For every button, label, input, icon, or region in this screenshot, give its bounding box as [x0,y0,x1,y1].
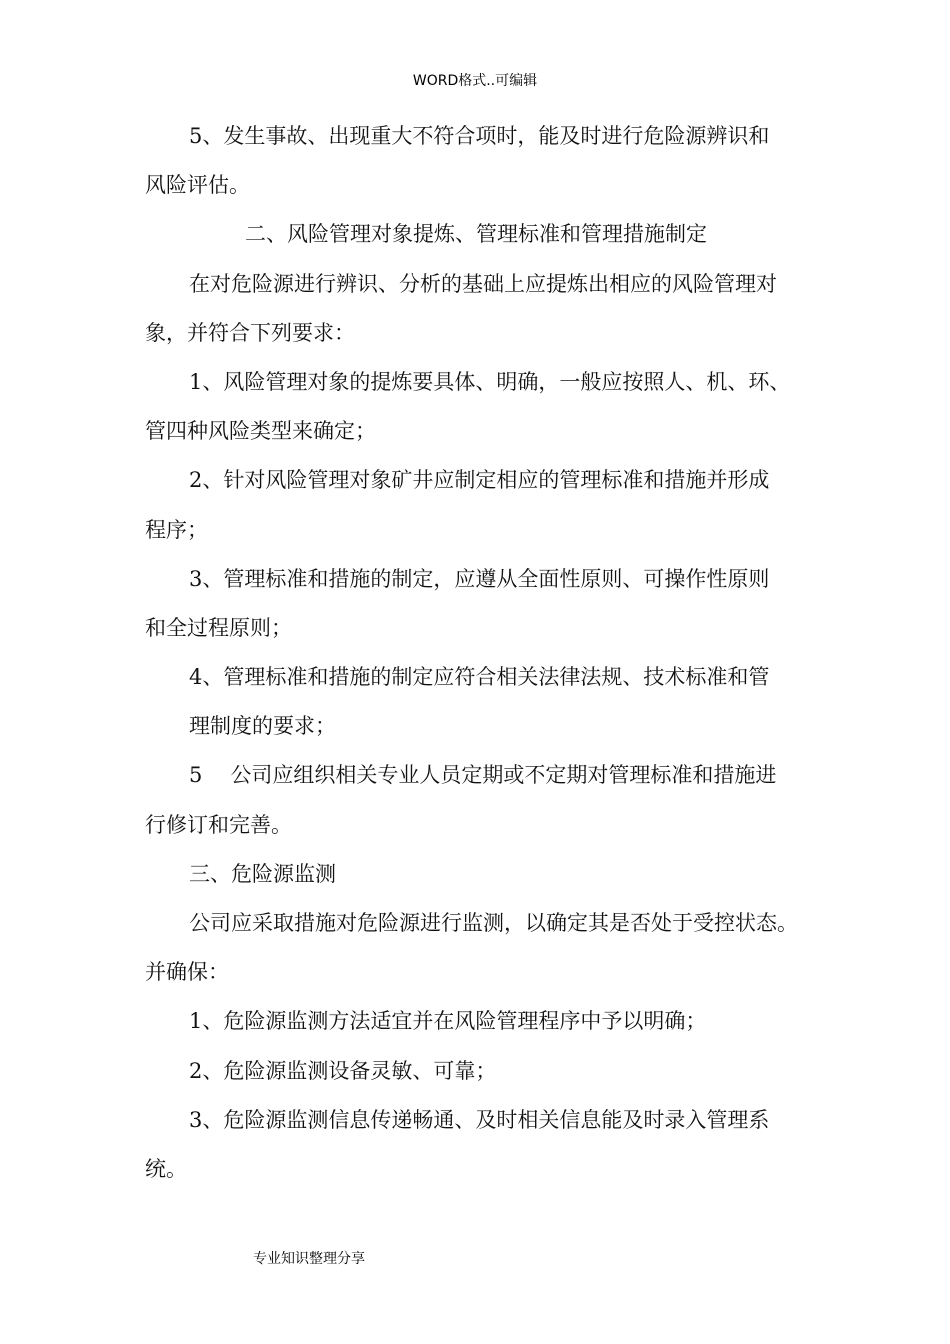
paragraph-line: 1、风险管理对象的提炼要具体、明确，一般应按照人、机、环、 [189,369,791,394]
page-footer: 专业知识整理分享 [253,1251,365,1267]
paragraph-line: 2、针对风险管理对象矿井应制定相应的管理标准和措施并形成 [189,468,770,493]
paragraph-line: 在对危险源进行辨识、分析的基础上应提炼出相应的风险管理对 [189,271,777,296]
section-heading: 三、危险源监测 [189,861,336,886]
item-text: 公司应组织相关专业人员定期或不定期对管理标准和措施进 [230,763,777,788]
paragraph-line: 1、危险源监测方法适宜并在风险管理程序中予以明确； [189,1009,707,1034]
paragraph-line: 行修订和完善。 [145,812,292,837]
paragraph-line: 统。 [145,1156,187,1181]
item-number: 5 [189,763,203,788]
paragraph-line [145,751,810,800]
paragraph-line: 3、管理标准和措施的制定，应遵从全面性原则、可操作性原则 [189,566,770,591]
paragraph-line: 2、危险源监测设备灵敏、可靠； [189,1058,497,1083]
paragraph-line: 管四种风险类型来确定； [145,419,376,444]
paragraph-line: 公司应采取措施对危险源进行监测，以确定其是否处于受控状态。 [189,911,798,935]
paragraph-line: 5、发生事故、出现重大不符合项时，能及时进行危险源辨识和 [189,124,770,148]
paragraph-line: 3、危险源监测信息传递畅通、及时相关信息能及时录入管理系 [189,1107,770,1132]
paragraph-line: 象，并符合下列要求： [145,320,355,345]
paragraph-line: 理制度的要求； [189,714,336,739]
paragraph-line: 和全过程原则； [145,615,292,640]
paragraph-line: 4、管理标准和措施的制定应符合相关法律法规、技术标准和管 [189,665,770,690]
section-heading: 二、风险管理对象提炼、管理标准和管理措施制定 [245,222,707,247]
paragraph-line: 风险评估。 [145,173,250,198]
paragraph-line: 并确保： [145,960,229,985]
paragraph-line: 程序； [145,517,208,542]
document-body [145,112,810,1194]
page-header: WORD格式..可编辑 [412,73,538,89]
